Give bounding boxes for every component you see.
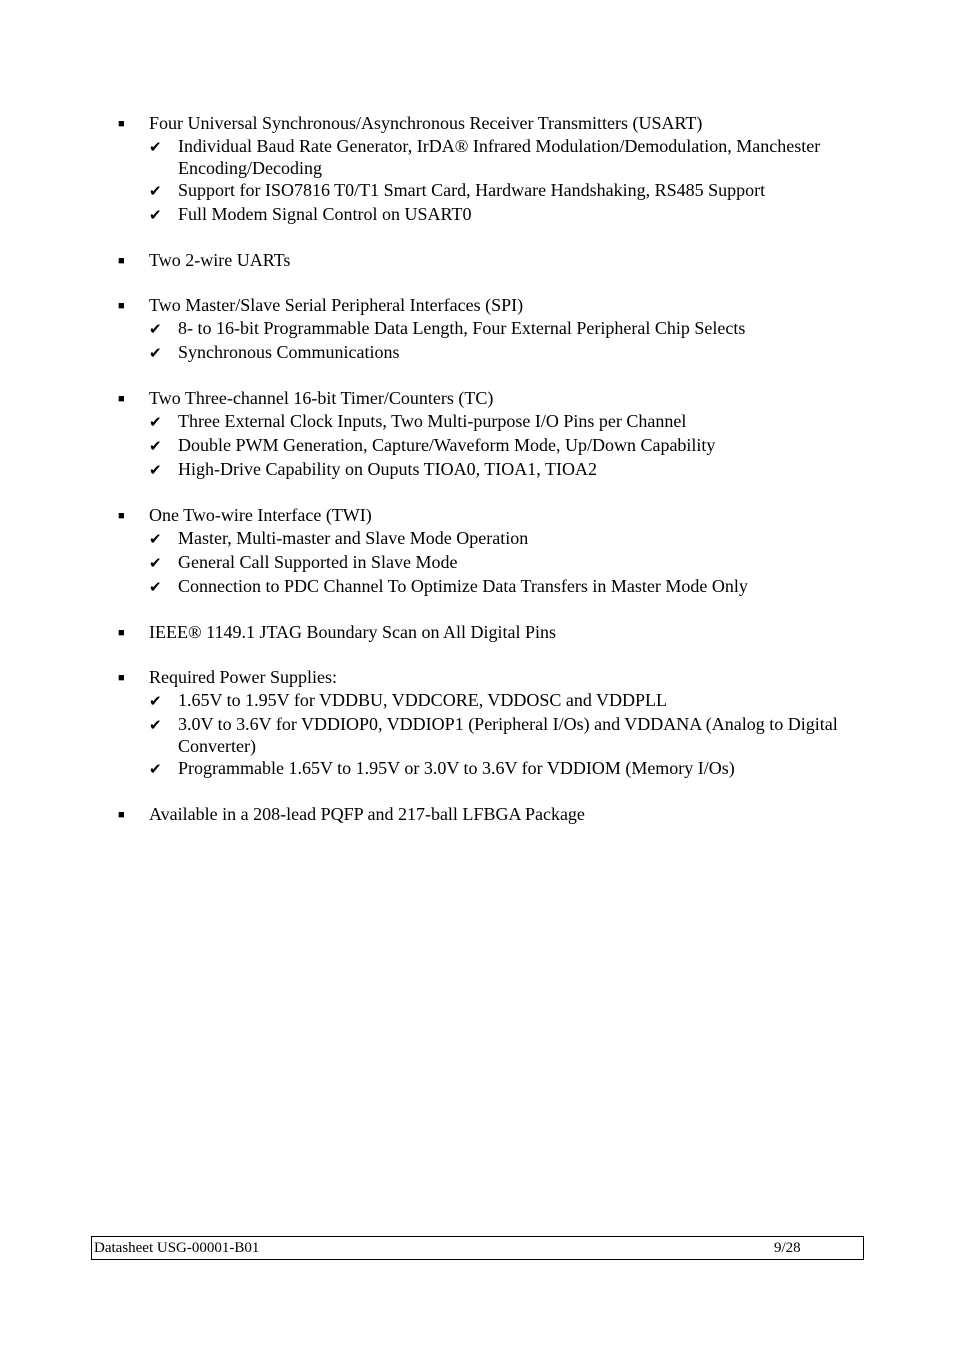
- checkmark-icon: ✔: [149, 532, 162, 548]
- square-bullet-icon: ■: [118, 672, 125, 684]
- checkmark-icon: ✔: [149, 346, 162, 362]
- checkmark-icon: ✔: [149, 208, 162, 224]
- sub-feature-text: Programmable 1.65V to 1.95V or 3.0V to 3.6V for VDDIOM (Memory I/Os): [178, 758, 735, 778]
- feature-list: [118, 112, 848, 848]
- checkmark-icon: ✔: [149, 415, 162, 431]
- sub-feature-text: 3.0V to 3.6V for VDDIOP0, VDDIOP1 (Peripheral I/Os) and VDDANA (Analog to Digital Converter): [178, 714, 838, 756]
- feature-item: [118, 666, 848, 689]
- feature-item: [118, 294, 848, 317]
- footer-document-id: Datasheet USG-00001-B01: [94, 1240, 260, 1256]
- checkmark-icon: ✔: [149, 556, 162, 572]
- square-bullet-icon: ■: [118, 118, 125, 130]
- sub-feature-item: [118, 135, 848, 179]
- footer-page-number: 9/28: [774, 1240, 801, 1256]
- sub-feature-list: [118, 410, 848, 482]
- sub-feature-text: 8- to 16-bit Programmable Data Length, Four External Peripheral Chip Selects: [178, 318, 746, 338]
- feature-section: [118, 112, 848, 227]
- sub-feature-item: [118, 551, 848, 575]
- feature-section: [118, 666, 848, 781]
- square-bullet-icon: ■: [118, 627, 125, 639]
- square-bullet-icon: ■: [118, 510, 125, 522]
- feature-title: One Two-wire Interface (TWI): [149, 505, 372, 525]
- feature-title: Two Three-channel 16-bit Timer/Counters (TC): [149, 388, 494, 408]
- feature-item: [118, 387, 848, 410]
- sub-feature-item: [118, 179, 848, 203]
- square-bullet-icon: ■: [118, 300, 125, 312]
- feature-title: Four Universal Synchronous/Asynchronous Receiver Transmitters (USART): [149, 113, 703, 133]
- feature-item: [118, 621, 848, 644]
- sub-feature-text: General Call Supported in Slave Mode: [178, 552, 458, 572]
- sub-feature-text: High-Drive Capability on Ouputs TIOA0, TIOA1, TIOA2: [178, 459, 597, 479]
- checkmark-icon: ✔: [149, 184, 162, 200]
- sub-feature-item: [118, 434, 848, 458]
- sub-feature-list: [118, 135, 848, 227]
- feature-section: [118, 387, 848, 482]
- sub-feature-list: [118, 689, 848, 781]
- feature-section: [118, 621, 848, 644]
- sub-feature-list: [118, 317, 848, 365]
- feature-section: [118, 504, 848, 599]
- square-bullet-icon: ■: [118, 809, 125, 821]
- feature-item: [118, 803, 848, 826]
- sub-feature-text: Master, Multi-master and Slave Mode Operation: [178, 528, 529, 548]
- page-footer: [91, 1236, 864, 1260]
- feature-item: [118, 504, 848, 527]
- checkmark-icon: ✔: [149, 694, 162, 710]
- sub-feature-text: Full Modem Signal Control on USART0: [178, 204, 472, 224]
- feature-title: IEEE® 1149.1 JTAG Boundary Scan on All Digital Pins: [149, 622, 557, 642]
- feature-item: [118, 249, 848, 272]
- checkmark-icon: ✔: [149, 463, 162, 479]
- sub-feature-item: [118, 341, 848, 365]
- checkmark-icon: ✔: [149, 322, 162, 338]
- feature-title: Available in a 208-lead PQFP and 217-ball LFBGA Package: [149, 804, 585, 824]
- sub-feature-item: [118, 713, 848, 757]
- sub-feature-text: Support for ISO7816 T0/T1 Smart Card, Hardware Handshaking, RS485 Support: [178, 180, 766, 200]
- sub-feature-item: [118, 458, 848, 482]
- checkmark-icon: ✔: [149, 762, 162, 778]
- feature-section: [118, 803, 848, 826]
- checkmark-icon: ✔: [149, 580, 162, 596]
- feature-title: Required Power Supplies:: [149, 667, 337, 687]
- sub-feature-item: [118, 757, 848, 781]
- sub-feature-text: Connection to PDC Channel To Optimize Data Transfers in Master Mode Only: [178, 576, 748, 596]
- feature-section: [118, 294, 848, 365]
- checkmark-icon: ✔: [149, 140, 162, 156]
- sub-feature-item: [118, 410, 848, 434]
- feature-item: [118, 112, 848, 135]
- sub-feature-text: Double PWM Generation, Capture/Waveform Mode, Up/Down Capability: [178, 435, 716, 455]
- square-bullet-icon: ■: [118, 393, 125, 405]
- square-bullet-icon: ■: [118, 255, 125, 267]
- sub-feature-text: Three External Clock Inputs, Two Multi-purpose I/O Pins per Channel: [178, 411, 687, 431]
- sub-feature-item: [118, 203, 848, 227]
- sub-feature-item: [118, 317, 848, 341]
- sub-feature-text: Synchronous Communications: [178, 342, 400, 362]
- sub-feature-text: Individual Baud Rate Generator, IrDA® Infrared Modulation/Demodulation, Manchester Encoding/Decoding: [178, 136, 821, 178]
- checkmark-icon: ✔: [149, 718, 162, 734]
- checkmark-icon: ✔: [149, 439, 162, 455]
- feature-title: Two 2-wire UARTs: [149, 250, 291, 270]
- feature-section: [118, 249, 848, 272]
- sub-feature-item: [118, 527, 848, 551]
- sub-feature-item: [118, 575, 848, 599]
- sub-feature-item: [118, 689, 848, 713]
- sub-feature-text: 1.65V to 1.95V for VDDBU, VDDCORE, VDDOSC and VDDPLL: [178, 690, 668, 710]
- sub-feature-list: [118, 527, 848, 599]
- feature-title: Two Master/Slave Serial Peripheral Interfaces (SPI): [149, 295, 524, 315]
